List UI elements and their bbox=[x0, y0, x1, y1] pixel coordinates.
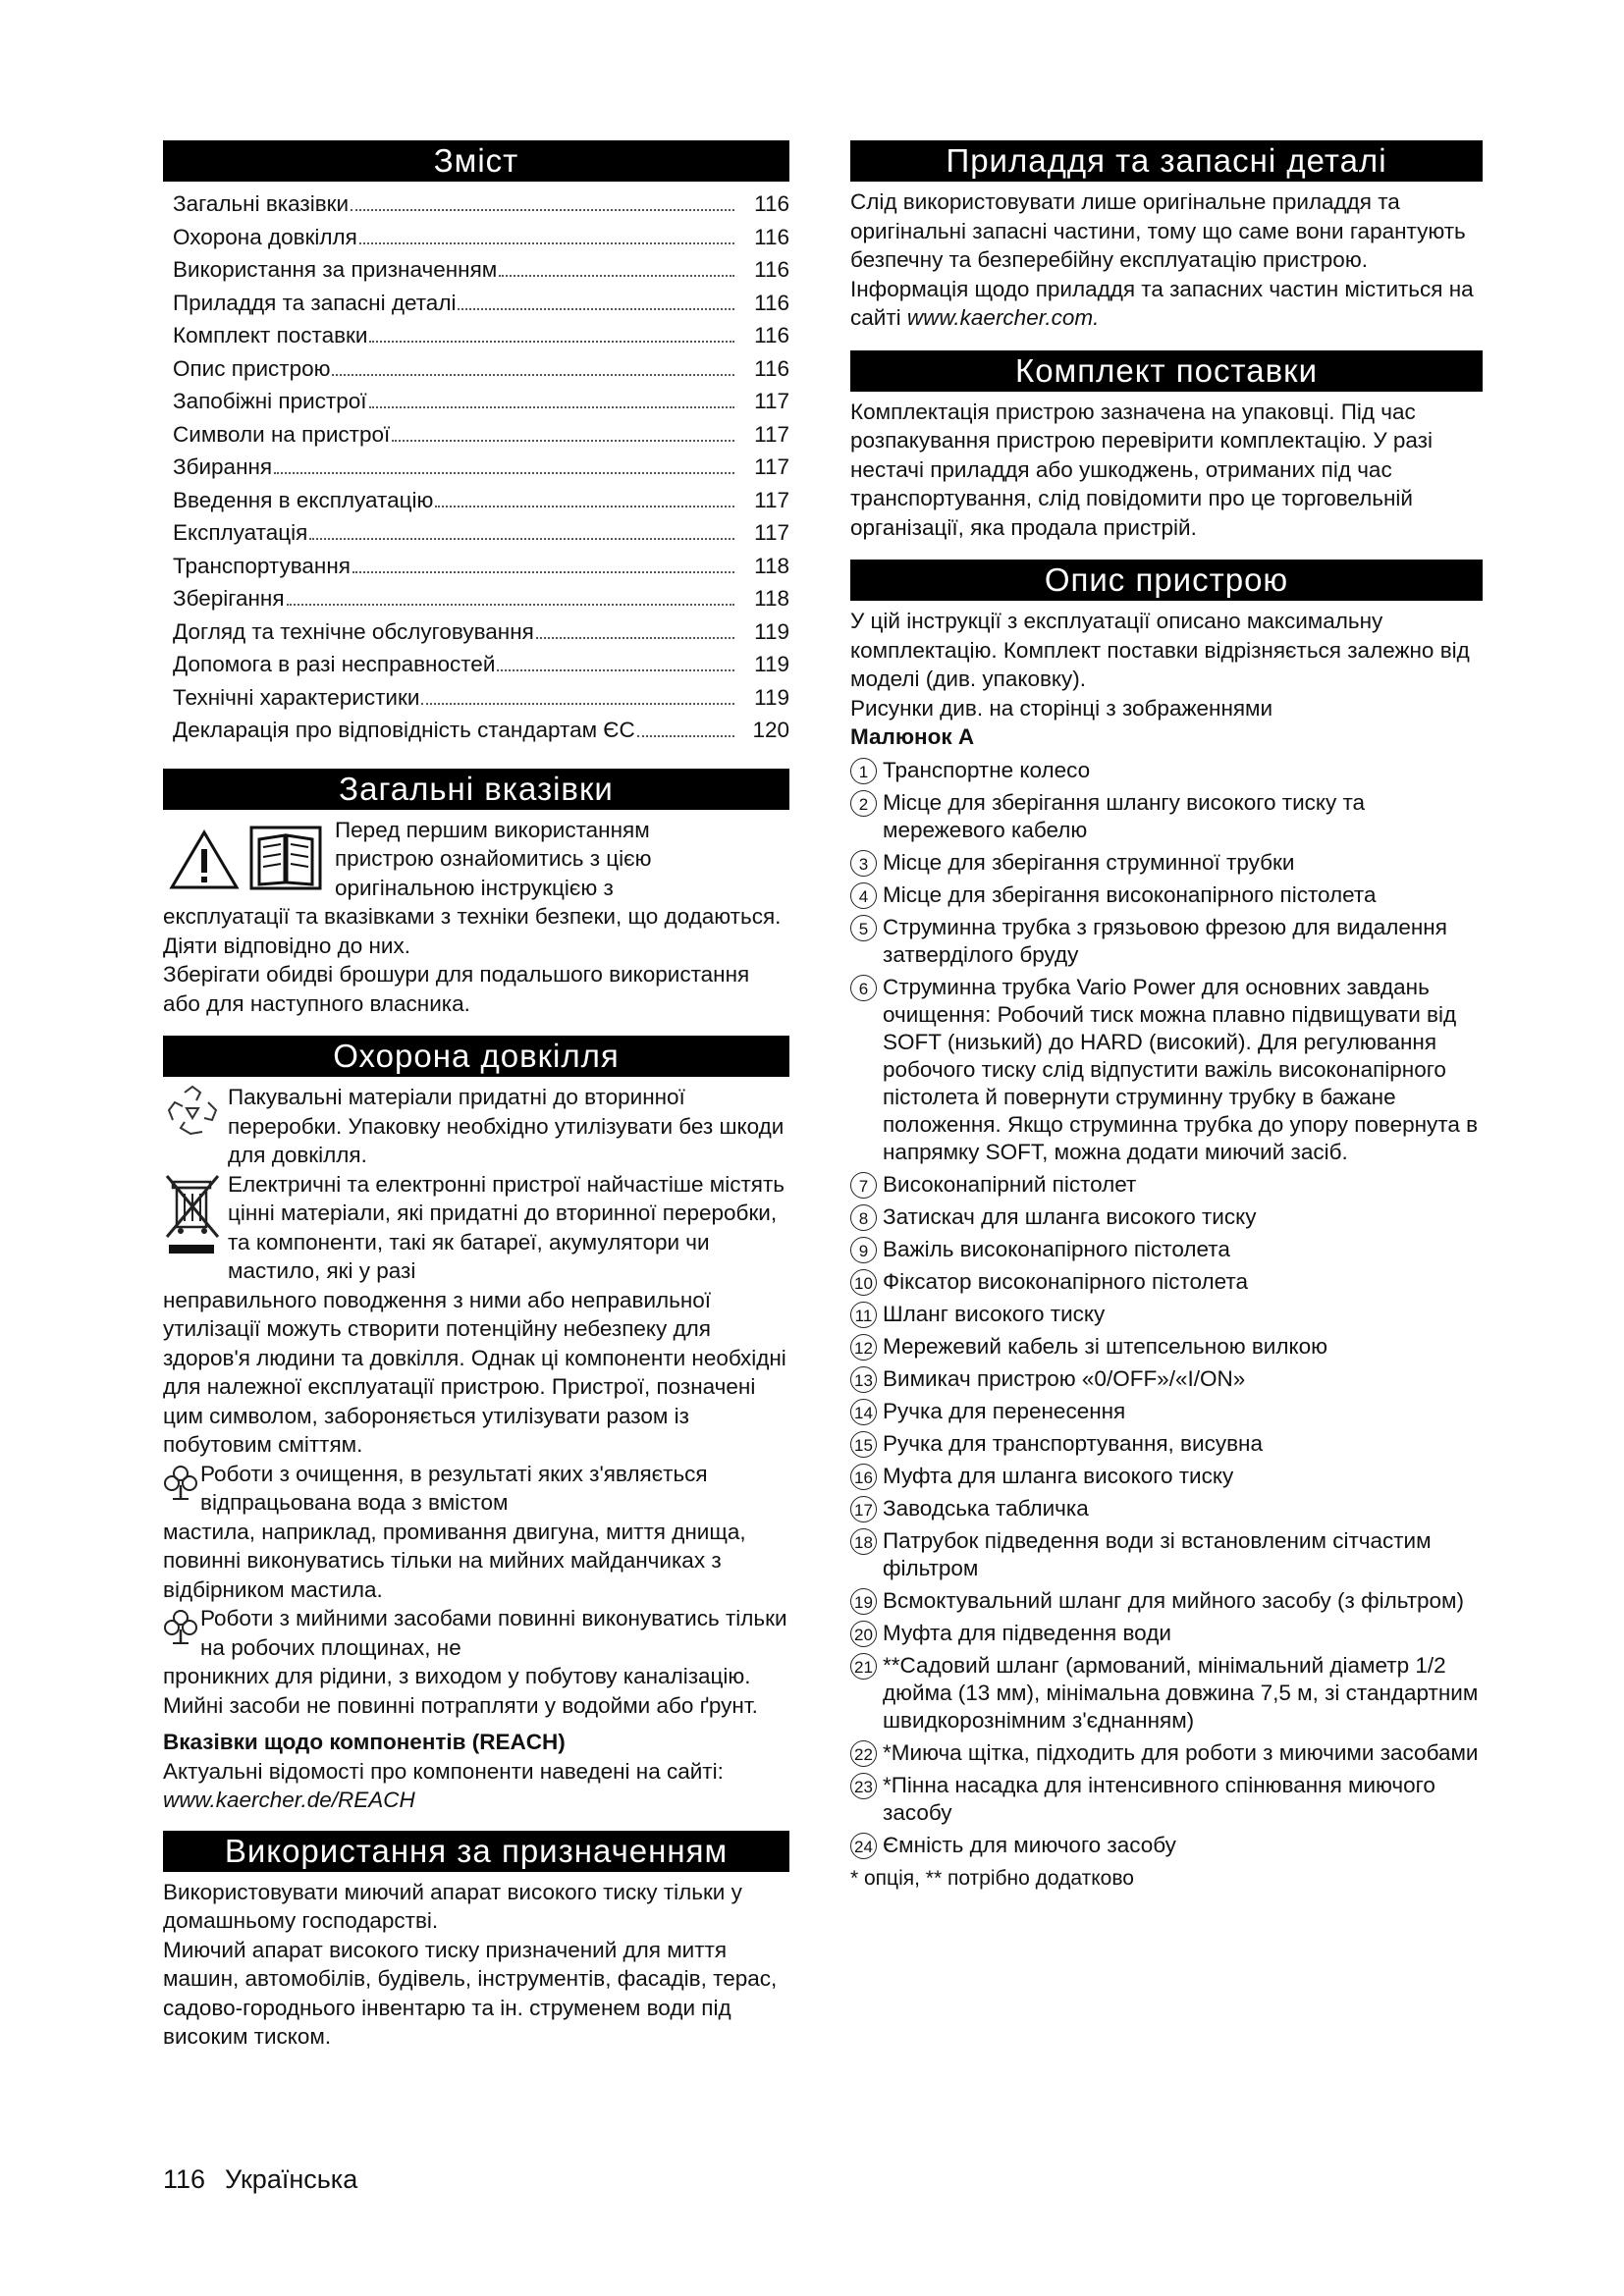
toc-entry-title: Охорона довкілля bbox=[173, 224, 357, 249]
scope-heading: Комплект поставки bbox=[850, 350, 1483, 392]
toc-entry-title: Допомога в разі несправностей bbox=[173, 652, 496, 676]
desc-item-text: Шланг високого тиску bbox=[883, 1301, 1106, 1326]
desc-item-text: Затискач для шланга високого тиску bbox=[883, 1203, 1257, 1229]
env-weee-text: Електричні та електронні пристрої найчастіше містять цінні матеріали, які придатні до вторинної переробки, та компоненти, такі як батареї, акумулятори чи мастило, які у разі bbox=[228, 1171, 785, 1283]
toc-entry[interactable] bbox=[163, 714, 789, 747]
toc-dot-leader bbox=[369, 405, 734, 408]
toc-entry[interactable] bbox=[163, 418, 789, 452]
accessories-text-1: Слід використовувати лише оригінальне приладдя та оригінальні запасні частини, тому що саме вони гарантують безпечну та безперебійну експлуатацію пристрою. bbox=[850, 189, 1466, 272]
toc-heading: Зміст bbox=[163, 140, 789, 182]
env-oil-rest: мастила, наприклад, промивання двигуна, миття днища, повинні виконуватись тільки на мийних майданчиках з відбірником мастила. bbox=[163, 1519, 746, 1602]
desc-item-text: Транспортне колесо bbox=[883, 757, 1091, 782]
toc-entry-page: 119 bbox=[754, 618, 789, 644]
toc-entry[interactable] bbox=[163, 385, 789, 418]
toc-entry-title: Зберігання bbox=[173, 586, 285, 611]
toc-entry[interactable] bbox=[163, 287, 789, 320]
toc-entry-page: 119 bbox=[754, 684, 789, 710]
accessories-section bbox=[850, 187, 1483, 333]
toc-entry[interactable] bbox=[163, 550, 789, 583]
item-number-badge: 21 bbox=[850, 1653, 877, 1680]
toc-entry-title: Символи на пристрої bbox=[173, 421, 391, 447]
item-number-badge: 20 bbox=[850, 1621, 877, 1647]
item-number-badge: 2 bbox=[850, 790, 877, 817]
reach-link[interactable]: www.kaercher.de/REACH bbox=[163, 1788, 415, 1812]
env-detergent-text: Роботи з мийними засобами повинні виконуватись тільки на робочих площинах, не bbox=[200, 1606, 787, 1660]
toc-entry-title: Запобіжні пристрої bbox=[173, 389, 367, 413]
toc-dot-leader bbox=[287, 603, 734, 606]
toc-entry-page: 117 bbox=[754, 421, 789, 447]
general-keep-text: Зберігати обидві брошури для подальшого використання або для наступного власника. bbox=[163, 962, 750, 1016]
general-intro bbox=[163, 816, 789, 903]
item-number-badge: 23 bbox=[850, 1773, 877, 1799]
item-number-badge: 24 bbox=[850, 1833, 877, 1859]
desc-item bbox=[850, 849, 1483, 877]
desc-item bbox=[850, 881, 1483, 909]
desc-item-text: Важіль високонапірного пістолета bbox=[883, 1236, 1230, 1261]
warning-book-icons bbox=[163, 816, 335, 902]
item-number-badge: 7 bbox=[850, 1172, 877, 1199]
desc-item-text: Вимикач пристрою «0/OFF»/«I/ON» bbox=[883, 1365, 1246, 1391]
desc-item-text: **Садовий шланг (армований, мінімальний діаметр 1/2 дюйма (13 мм), мінімальна довжина 7,5 м, зі стандартним швидкорознімним з'єднанням) bbox=[883, 1652, 1479, 1733]
item-number-badge: 6 bbox=[850, 975, 877, 1001]
desc-heading: Опис пристрою bbox=[850, 560, 1483, 601]
accessories-text-2: Інформація щодо приладдя та запасних частин міститься на сайті www.kaercher.com. bbox=[850, 276, 1474, 330]
toc-dot-leader bbox=[351, 208, 734, 211]
desc-item-text: Ручка для транспортування, висувна bbox=[883, 1430, 1263, 1456]
desc-item bbox=[850, 789, 1483, 844]
env-heading: Охорона довкілля bbox=[163, 1036, 789, 1077]
toc-entry-page: 118 bbox=[754, 553, 789, 578]
desc-item-text: Муфта для підведення води bbox=[883, 1620, 1171, 1645]
toc-entry[interactable] bbox=[163, 516, 789, 550]
desc-item bbox=[850, 1772, 1483, 1827]
toc-entry-page: 117 bbox=[754, 520, 789, 545]
toc-dot-leader bbox=[274, 471, 734, 474]
desc-item-text: Струминна трубка з грязьовою фрезою для видалення затверділого бруду bbox=[883, 914, 1447, 967]
toc-entry-title: Приладдя та запасні деталі bbox=[173, 290, 457, 315]
scope-text: Комплектація пристрою зазначена на упаковці. Під час розпакування пристрою перевірити комплектацію. У разі нестачі приладдя або ушкоджень, отриманих під час транспортування, слід повідомити про це торговельній організації, яка продала пристрій. bbox=[850, 399, 1433, 540]
general-intro-rest: експлуатації та вказівками з техніки безпеки, що додаються. Діяти відповідно до них. bbox=[163, 904, 782, 958]
toc-dot-leader bbox=[359, 241, 734, 244]
toc-dot-leader bbox=[392, 439, 734, 442]
env-detergent-rest: проникних для рідини, з виходом у побутову каналізацію. Мийні засоби не повинні потрапляти у водойми або ґрунт. bbox=[163, 1664, 758, 1718]
env-recycle-block bbox=[163, 1083, 789, 1170]
toc-entry[interactable] bbox=[163, 187, 789, 221]
item-number-badge: 18 bbox=[850, 1528, 877, 1555]
desc-item-text: Місце для зберігання струминної трубки bbox=[883, 849, 1295, 875]
toc-dot-leader bbox=[458, 307, 734, 310]
environment-tree-icon bbox=[163, 1464, 198, 1501]
desc-item bbox=[850, 1301, 1483, 1328]
env-detergent-block bbox=[163, 1604, 789, 1662]
desc-item bbox=[850, 1398, 1483, 1425]
reach-title: Вказівки щодо компонентів (REACH) bbox=[163, 1730, 566, 1754]
desc-item bbox=[850, 1495, 1483, 1522]
page-number: 116 bbox=[163, 2164, 206, 2194]
toc-entry[interactable] bbox=[163, 221, 789, 254]
desc-item bbox=[850, 1171, 1483, 1199]
item-number-badge: 14 bbox=[850, 1399, 877, 1425]
toc-entry-page: 116 bbox=[754, 191, 789, 216]
item-number-badge: 10 bbox=[850, 1269, 877, 1296]
item-number-badge: 13 bbox=[850, 1366, 877, 1393]
desc-item-text: Високонапірний пістолет bbox=[883, 1171, 1137, 1197]
desc-item bbox=[850, 757, 1483, 784]
toc-entry[interactable] bbox=[163, 681, 789, 715]
toc-entry-page: 119 bbox=[754, 652, 789, 676]
figure-label: Малюнок A bbox=[850, 724, 975, 749]
desc-item-text: Ємність для миючого засобу bbox=[883, 1832, 1176, 1857]
desc-item bbox=[850, 1463, 1483, 1490]
accessories-link[interactable]: www.kaercher.com. bbox=[906, 305, 1100, 330]
accessories-heading: Приладдя та запасні деталі bbox=[850, 140, 1483, 182]
toc-entry-page: 117 bbox=[754, 454, 789, 479]
desc-item-text: *Миюча щітка, підходить для роботи з миючими засобами bbox=[883, 1739, 1479, 1765]
desc-item-text: Заводська табличка bbox=[883, 1495, 1089, 1521]
toc-entry[interactable] bbox=[163, 319, 789, 352]
toc-entry-title: Збирання bbox=[173, 454, 273, 479]
item-number-badge: 12 bbox=[850, 1334, 877, 1361]
desc-item-text: Мережевий кабель зі штепсельною вилкою bbox=[883, 1333, 1327, 1359]
desc-item bbox=[850, 1365, 1483, 1393]
toc-dot-leader bbox=[332, 373, 734, 376]
left-column bbox=[163, 140, 789, 2052]
toc-entry-page: 116 bbox=[754, 290, 789, 315]
page-language: Українська bbox=[225, 2164, 358, 2194]
desc-item bbox=[850, 914, 1483, 969]
item-number-badge: 19 bbox=[850, 1588, 877, 1615]
desc-item-text: Ручка для перенесення bbox=[883, 1398, 1126, 1423]
env-section bbox=[163, 1083, 789, 1815]
toc-entry-title: Використання за призначенням bbox=[173, 257, 498, 282]
right-column bbox=[850, 140, 1483, 1893]
usage-text-2: Миючий апарат високого тиску призначений для миття машин, автомобілів, будівель, інструментів, фасадів, терас, садово-городнього інвентарю та ін. струменем води під високим тиском. bbox=[163, 1937, 778, 2049]
desc-item-text: Місце для зберігання високонапірного пістолета bbox=[883, 881, 1377, 907]
desc-item-text: *Пінна насадка для інтенсивного спінювання миючого засобу bbox=[883, 1772, 1435, 1825]
recycle-icon bbox=[163, 1085, 222, 1140]
item-number-badge: 1 bbox=[850, 758, 877, 784]
toc-entry[interactable] bbox=[163, 253, 789, 287]
desc-item bbox=[850, 1739, 1483, 1767]
toc-entry-title: Введення в експлуатацію bbox=[173, 487, 434, 512]
toc-dot-leader bbox=[497, 668, 734, 671]
manual-book-icon bbox=[249, 826, 322, 890]
toc-entry-page: 116 bbox=[754, 224, 789, 249]
desc-item-text: Муфта для шланга високого тиску bbox=[883, 1463, 1234, 1488]
toc-entry[interactable] bbox=[163, 451, 789, 484]
item-number-badge: 9 bbox=[850, 1237, 877, 1263]
item-number-badge: 8 bbox=[850, 1204, 877, 1231]
page-footer bbox=[163, 2163, 377, 2196]
toc-list bbox=[163, 187, 789, 747]
desc-item bbox=[850, 1527, 1483, 1582]
toc-entry-page: 116 bbox=[754, 355, 789, 381]
toc-dot-leader bbox=[352, 570, 734, 573]
env-weee-rest: неправильного поводження з ними або неправильної утилізації можуть створити потенційну небезпеку для здоров'я людини та довкілля. Однак ці компоненти необхідні для належної експлуатації пристрою. Пристрої, позначені цим символом, забороняється утилізувати разом із побутовим сміттям. bbox=[163, 1287, 786, 1457]
toc-dot-leader bbox=[536, 636, 734, 639]
toc-entry-title: Опис пристрою bbox=[173, 355, 331, 381]
desc-item bbox=[850, 974, 1483, 1166]
toc-entry[interactable] bbox=[163, 352, 789, 386]
desc-footnote: * опція, ** потрібно додатково bbox=[850, 1866, 1134, 1890]
toc-entry-title: Технічні характеристики bbox=[173, 684, 420, 710]
toc-entry-title: Загальні вказівки bbox=[173, 191, 350, 216]
item-number-badge: 5 bbox=[850, 915, 877, 941]
toc-entry-title: Комплект поставки bbox=[173, 323, 368, 347]
desc-item bbox=[850, 1203, 1483, 1231]
toc-entry-title: Транспортування bbox=[173, 553, 351, 578]
reach-text: Актуальні відомості про компоненти наведені на сайті: www.kaercher.de/REACH bbox=[163, 1758, 724, 1812]
item-number-badge: 15 bbox=[850, 1431, 877, 1458]
general-section bbox=[163, 816, 789, 1019]
toc-entry[interactable] bbox=[163, 648, 789, 681]
desc-section bbox=[850, 607, 1483, 1893]
item-number-badge: 3 bbox=[850, 850, 877, 877]
toc-entry-page: 116 bbox=[754, 257, 789, 282]
env-oil-block bbox=[163, 1460, 789, 1518]
desc-item-text: Фіксатор високонапірного пістолета bbox=[883, 1268, 1248, 1294]
toc-entry-page: 117 bbox=[754, 487, 789, 512]
toc-entry-page: 117 bbox=[754, 389, 789, 413]
desc-item-list bbox=[850, 757, 1483, 1859]
usage-section bbox=[163, 1878, 789, 2052]
desc-item-text: Струминна трубка Vario Power для основних завдань очищення: Робочий тиск можна плавно підвищувати від SOFT (низький) до HARD (високий). Для регулювання робочого тиску слід відпустити важіль високонапірного пістолета й повернути струминну трубку в бажане положення. Якщо струминна трубка до упору повернута в напрямку SOFT, можна додати миючий засіб. bbox=[883, 974, 1479, 1164]
warning-triangle-icon bbox=[169, 829, 240, 890]
toc-dot-leader bbox=[309, 537, 734, 540]
toc-dot-leader bbox=[435, 505, 734, 507]
env-weee-block bbox=[163, 1170, 789, 1286]
desc-item-text: Всмоктувальний шланг для мийного засобу (з фільтром) bbox=[883, 1587, 1465, 1613]
toc-entry[interactable] bbox=[163, 582, 789, 615]
desc-item-text: Патрубок підведення води зі встановленим сітчастим фільтром bbox=[883, 1527, 1432, 1580]
scope-section bbox=[850, 398, 1483, 543]
item-number-badge: 22 bbox=[850, 1740, 877, 1767]
desc-item bbox=[850, 1268, 1483, 1296]
toc-entry-title: Догляд та технічне обслуговування bbox=[173, 618, 534, 644]
item-number-badge: 17 bbox=[850, 1496, 877, 1522]
toc-entry-page: 116 bbox=[754, 323, 789, 347]
general-intro-text: Перед першим використанням пристрою ознайомитись з цією оригінальною інструкцією з bbox=[335, 817, 652, 900]
toc-dot-leader bbox=[421, 702, 734, 705]
toc-entry[interactable] bbox=[163, 615, 789, 649]
item-number-badge: 16 bbox=[850, 1464, 877, 1490]
desc-item-text: Місце для зберігання шлангу високого тиску та мережевого кабелю bbox=[883, 789, 1366, 842]
desc-item bbox=[850, 1832, 1483, 1859]
toc-dot-leader bbox=[369, 340, 734, 343]
toc-entry-page: 118 bbox=[754, 586, 789, 611]
desc-text-1: У цій інструкції з експлуатації описано максимальну комплектацію. Комплект поставки відрізняється залежно від моделі (див. упаковку). bbox=[850, 609, 1470, 691]
desc-item bbox=[850, 1652, 1483, 1735]
desc-item bbox=[850, 1620, 1483, 1647]
toc-entry[interactable] bbox=[163, 484, 789, 517]
usage-heading: Використання за призначенням bbox=[163, 1831, 789, 1872]
general-heading: Загальні вказівки bbox=[163, 769, 789, 810]
toc-entry-title: Декларація про відповідність стандартам ЄС bbox=[173, 718, 635, 742]
item-number-badge: 11 bbox=[850, 1302, 877, 1328]
env-packaging-text: Пакувальні матеріали придатні до вторинної переробки. Упаковку необхідно утилізувати без шкоди для довкілля. bbox=[228, 1085, 785, 1167]
usage-text-1: Використовувати миючий апарат високого тиску тільки у домашньому господарстві. bbox=[163, 1879, 742, 1933]
item-number-badge: 4 bbox=[850, 882, 877, 909]
toc-dot-leader bbox=[637, 734, 734, 737]
environment-tree-icon bbox=[163, 1608, 198, 1645]
env-oil-text: Роботи з очищення, в результаті яких з'являється відпрацьована вода з вмістом bbox=[200, 1461, 708, 1515]
desc-item bbox=[850, 1587, 1483, 1615]
toc-dot-leader bbox=[499, 274, 734, 277]
crossed-bin-icon bbox=[163, 1174, 222, 1262]
desc-text-2: Рисунки див. на сторінці з зображеннями bbox=[850, 695, 1273, 721]
desc-item bbox=[850, 1236, 1483, 1263]
desc-item bbox=[850, 1430, 1483, 1458]
desc-item bbox=[850, 1333, 1483, 1361]
toc-entry-title: Експлуатація bbox=[173, 520, 308, 545]
toc-entry-page: 120 bbox=[752, 718, 789, 742]
